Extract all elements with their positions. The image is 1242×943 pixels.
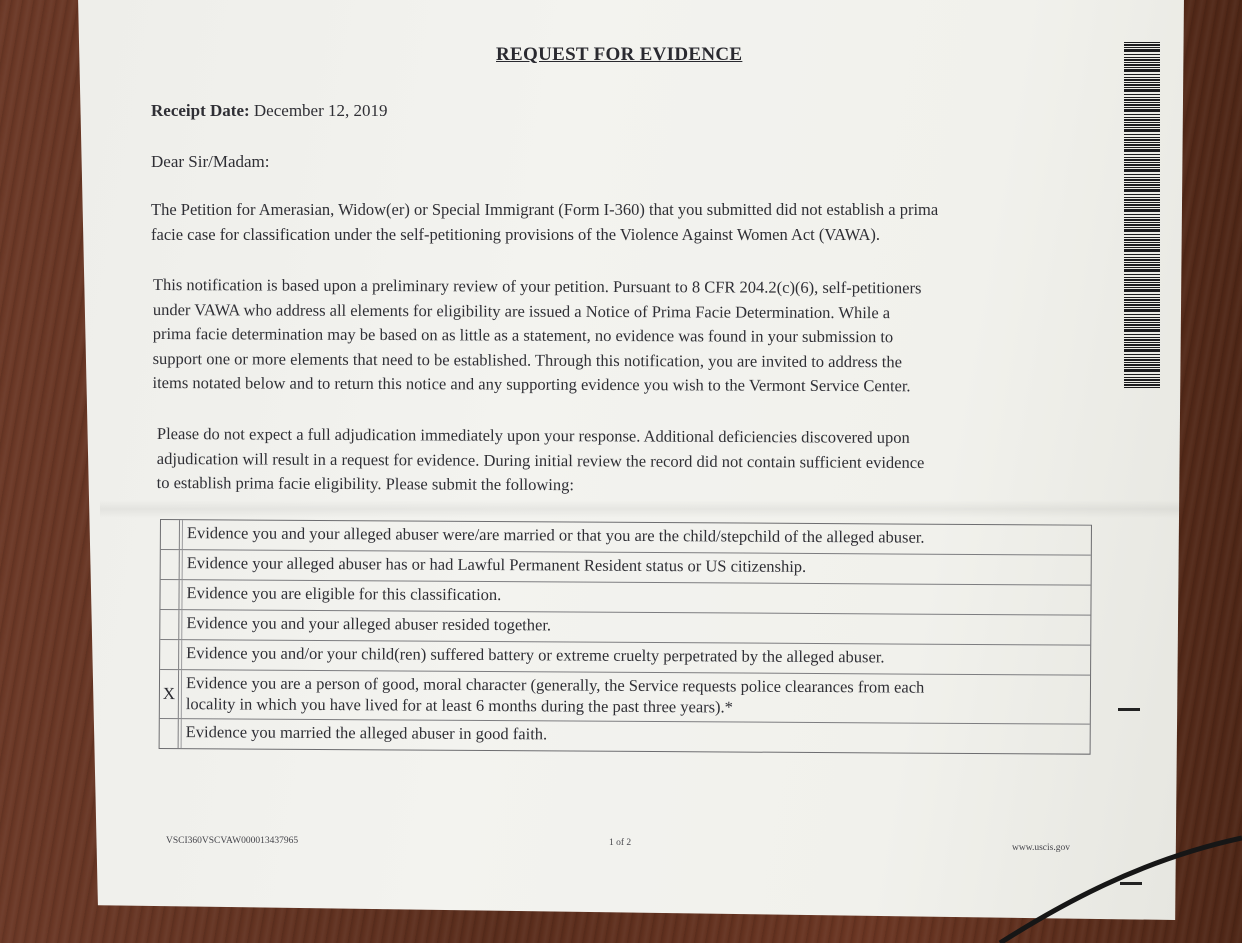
receipt-date-label: Receipt Date: — [151, 101, 250, 120]
greeting: Dear Sir/Madam: — [151, 152, 270, 171]
footer-page-number: 1 of 2 — [609, 838, 632, 848]
evidence-checkbox — [160, 719, 179, 748]
document-title: REQUEST FOR EVIDENCE — [496, 44, 743, 65]
evidence-checkbox — [160, 580, 179, 609]
paragraph-line: The Petition for Amerasian, Widow(er) or Special Immigrant (Form I-360) that you submitted did not establish a prima — [151, 200, 939, 219]
footer-document-code: VSCI360VSCVAW000013437965 — [166, 836, 299, 846]
fold-mark — [1120, 882, 1142, 885]
evidence-checkbox — [160, 610, 179, 639]
evidence-checkbox — [161, 550, 180, 579]
evidence-text — [181, 670, 1090, 724]
paper-fold-crease — [100, 500, 1180, 518]
receipt-date-value: December 12, 2019 — [253, 101, 388, 120]
evidence-line: Evidence you married the alleged abuser in good faith. — [185, 722, 548, 744]
fold-mark — [1118, 708, 1140, 711]
evidence-checklist-table — [159, 519, 1092, 755]
footer-website: www.uscis.gov — [1012, 843, 1070, 853]
evidence-text — [181, 719, 1090, 754]
evidence-line: Evidence you and your alleged abuser resided together. — [186, 613, 552, 635]
paragraph-line: prima facie determination may be based on as little as a statement, no evidence was found in your submission to — [152, 323, 894, 347]
paragraph-line: support one or more elements that need to be established. Through this notification, you are invited to address the — [152, 348, 903, 371]
evidence-row — [160, 719, 1090, 754]
evidence-text — [181, 610, 1090, 645]
paragraph-line: Please do not expect a full adjudication immediately upon your response. Additional deficiencies discovered upon — [156, 423, 910, 447]
paragraph-line: items notated below and to return this notice and any supporting evidence you wish to the Vermont Service Center. — [152, 372, 911, 396]
evidence-text — [181, 640, 1090, 675]
barcode-icon — [1124, 42, 1160, 388]
evidence-text — [181, 580, 1090, 615]
paragraph-line: under VAWA who address all elements for eligibility are issued a Notice of Prima Facie Determination. While a — [152, 299, 891, 322]
evidence-line: Evidence your alleged abuser has or had Lawful Permanent Resident status or US citizenship. — [186, 553, 807, 576]
paragraph-instructions — [157, 422, 925, 500]
evidence-line: locality in which you have lived for at least 6 months during the past three years).* — [185, 694, 734, 717]
evidence-checkbox-marked: X — [160, 670, 179, 718]
evidence-line: Evidence you are a person of good, moral character (generally, the Service requests police clearances from each — [185, 673, 925, 697]
paragraph-line: facie case for classification under the self-petitioning provisions of the Violence Against Women Act (VAWA). — [151, 224, 881, 244]
evidence-line: Evidence you and/or your child(ren) suffered battery or extreme cruelty perpetrated by the alleged abuser. — [186, 643, 885, 667]
paragraph-line: to establish prima facie eligibility. Please submit the following: — [156, 472, 575, 495]
evidence-text — [182, 550, 1091, 585]
evidence-text — [182, 520, 1091, 555]
paragraph-line: adjudication will result in a request for evidence. During initial review the record did not contain sufficient evidence — [156, 448, 925, 472]
evidence-checkbox — [161, 520, 180, 549]
paragraph-line: This notification is based upon a preliminary review of your petition. Pursuant to 8 CFR 204.2(c)(6), self-petitioners — [152, 274, 922, 298]
paragraph-petition-status — [151, 198, 938, 247]
evidence-line: Evidence you and your alleged abuser were/are married or that you are the child/stepchild of the alleged abuser. — [186, 523, 925, 547]
evidence-checkbox — [160, 640, 179, 669]
evidence-line: Evidence you are eligible for this classification. — [186, 583, 502, 605]
receipt-date — [151, 101, 388, 121]
paragraph-notification — [152, 273, 921, 399]
evidence-row — [160, 670, 1090, 725]
